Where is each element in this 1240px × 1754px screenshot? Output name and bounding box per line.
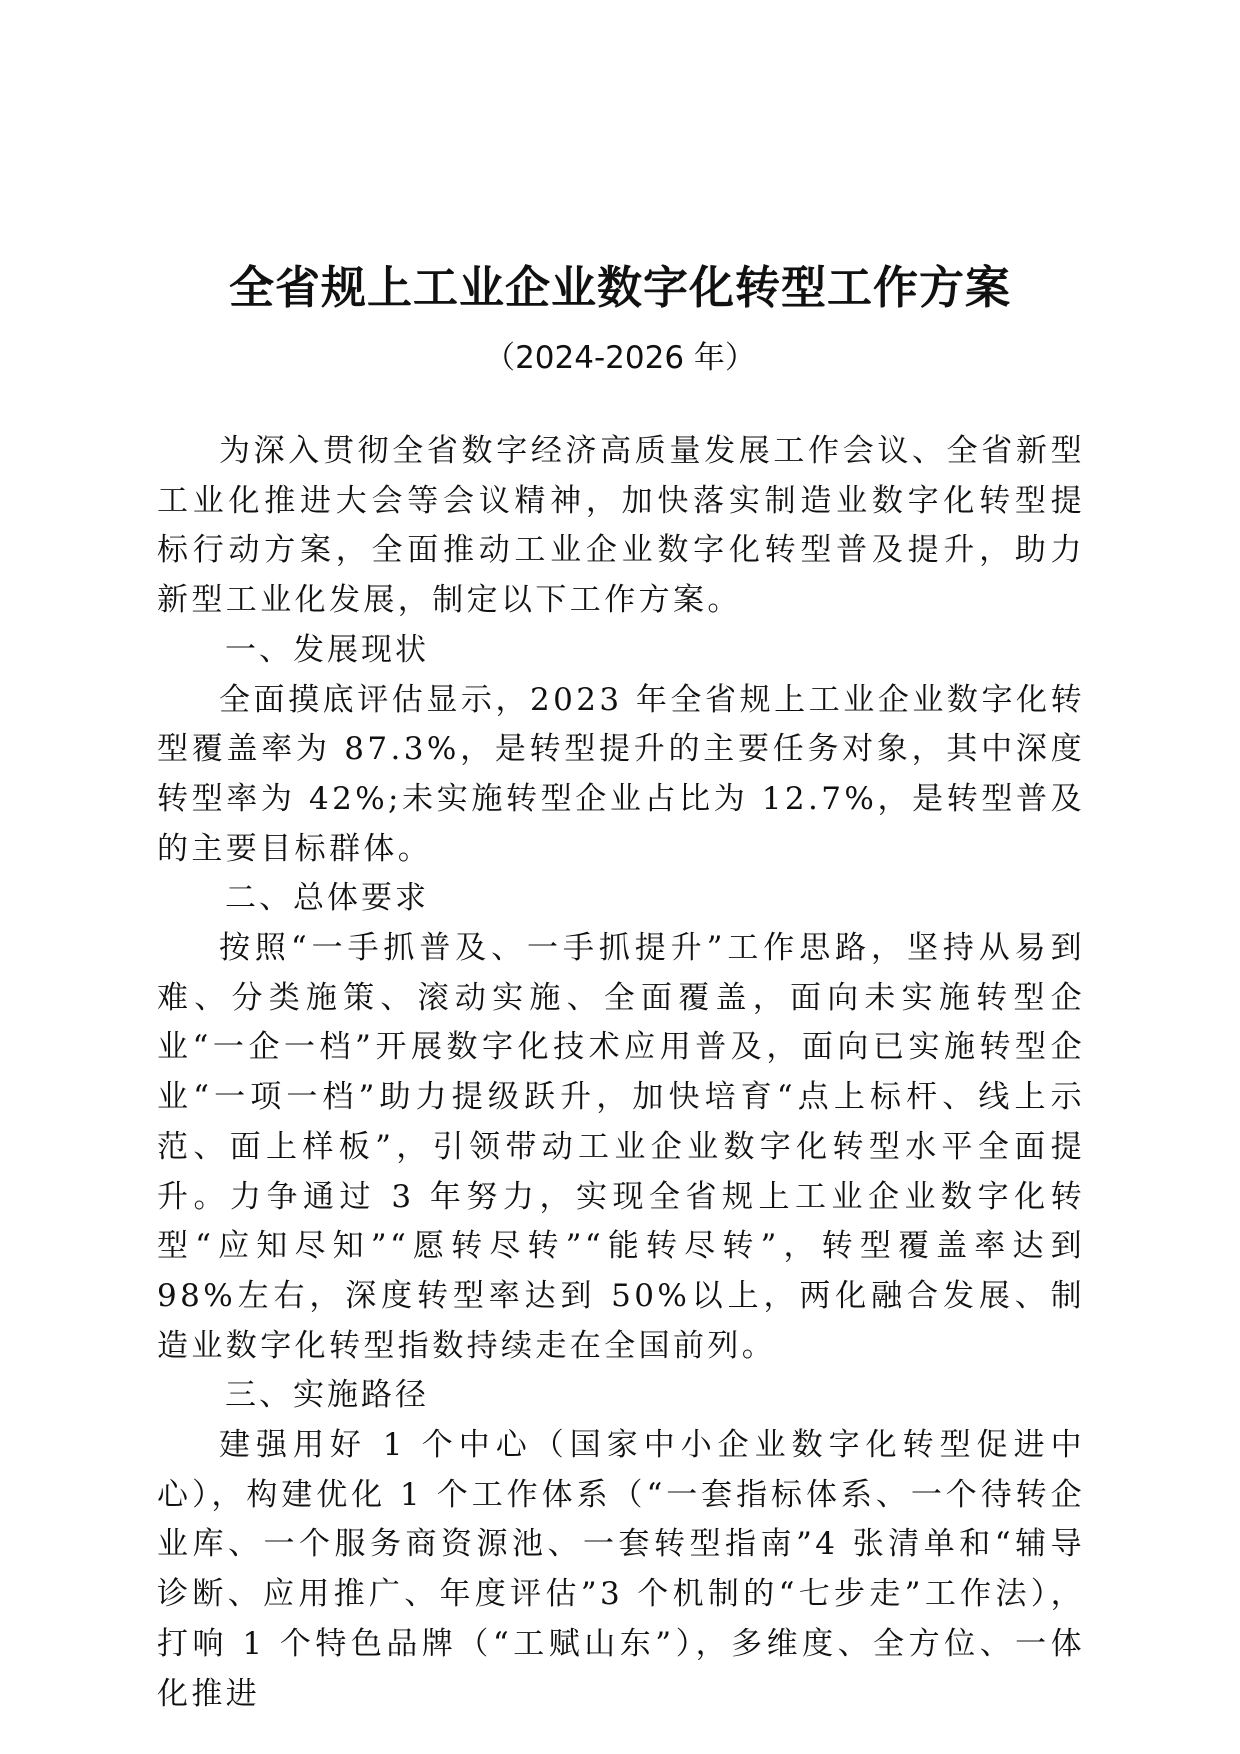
section-heading: 一、发展现状 xyxy=(225,631,429,668)
intro-paragraph: 为深入贯彻全省数字经济高质量发展工作会议、全省新型工业化推进大会等会议精神，加快落实制造业数字化转型提标行动方案，全面推动工业企业数字化转型普及提升，助力新型工业化发展，制定以下工作方案。 xyxy=(157,433,1085,619)
section-heading: 三、实施路径 xyxy=(225,1377,429,1414)
section-heading: 二、总体要求 xyxy=(225,880,429,917)
document-title: 全省规上工业企业数字化转型工作方案 xyxy=(228,261,1011,314)
section-paragraph: 建强用好 1 个中心（国家中小企业数字化转型促进中心），构建优化 1 个工作体系（“一套指标体系、一个待转企业库、一个服务商资源池、一套转型指南”4 张清单和“辅导诊断、应用推广、年度评估”3 个机制的“七步走”工作法），打响 1 个特色品牌（“工赋山东”），多维度、全方位、一体化推进 xyxy=(157,1427,1085,1712)
section-paragraph: 全面摸底评估显示，2023 年全省规上工业企业数字化转型覆盖率为 87.3%，是转型提升的主要任务对象，其中深度转型率为 42%;未实施转型企业占比为 12.7%，是转型普及的主要目标群体。 xyxy=(157,681,1085,867)
section-paragraph: 按照“一手抓普及、一手抓提升”工作思路，坚持从易到难、分类施策、滚动实施、全面覆盖，面向未实施转型企业“一企一档”开展数字化技术应用普及，面向已实施转型企业“一项一档”助力提级跃升，加快培育“点上标杆、线上示范、面上样板”，引领带动工业企业数字化转型水平全面提升。力争通过 3 年努力，实现全省规上工业企业数字化转型“应知尽知”“愿转尽转”“能转尽转”，转型覆盖率达到 98%左右，深度转型率达到 50%以上，两化融合发展、制造业数字化转型指数持续走在全国前列。 xyxy=(157,930,1085,1364)
document-body xyxy=(157,427,1085,1719)
document-subtitle: （2024-2026 年） xyxy=(484,340,756,376)
